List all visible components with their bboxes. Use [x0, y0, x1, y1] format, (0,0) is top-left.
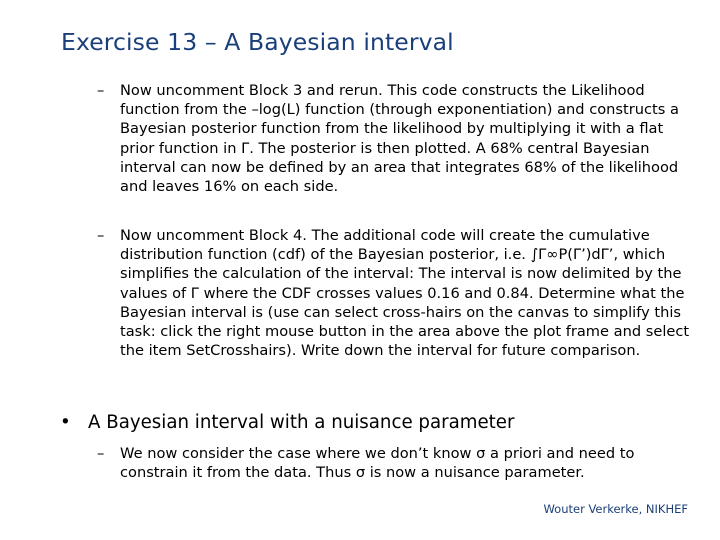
author-credit: Wouter Verkerke, NIKHEF	[543, 502, 688, 516]
list-item-block4	[97, 226, 697, 360]
list-item-nuisance	[97, 444, 697, 482]
block3-text: Now uncomment Block 3 and rerun. This code constructs the Likelihood function from the –log(L) function (through exponentiation) and constructs a Bayesian posterior function from the likelihood by multiplying it with a flat prior function in Γ. The posterior is then plotted. A 68% central Bayesian interval can now be defined by an area that integrates 68% of the likelihood and leaves 16% on each side.	[120, 82, 679, 196]
block4-text: Now uncomment Block 4. The additional code will create the cumulative distribution function (cdf) of the Bayesian posterior, i.e. ∫Γ∞P(Γ’)dΓ’, which simplifies the calculation of the interval: The interval is now delimited by the values of Γ where the CDF crosses values 0.16 and 0.84. Determine what the Bayesian interval is (use can select cross-hairs on the canvas to simplify this task: click the right mouse button in the area above the plot frame and select the item SetCrosshairs). Write down the interval for future comparison.	[120, 227, 690, 360]
list-item-block3	[97, 81, 697, 196]
bullet-nuisance	[60, 411, 514, 435]
bullet-marker: •	[60, 412, 71, 433]
dash-marker: –	[97, 227, 105, 244]
bullet-text: A Bayesian interval with a nuisance parameter	[88, 412, 515, 433]
dash-marker: –	[97, 82, 105, 99]
dash-marker: –	[97, 445, 105, 462]
slide-title: Exercise 13 – A Bayesian interval	[61, 28, 454, 56]
nuisance-text: We now consider the case where we don’t know σ a priori and need to constrain it from the data. Thus σ is now a nuisance parameter.	[120, 445, 635, 482]
